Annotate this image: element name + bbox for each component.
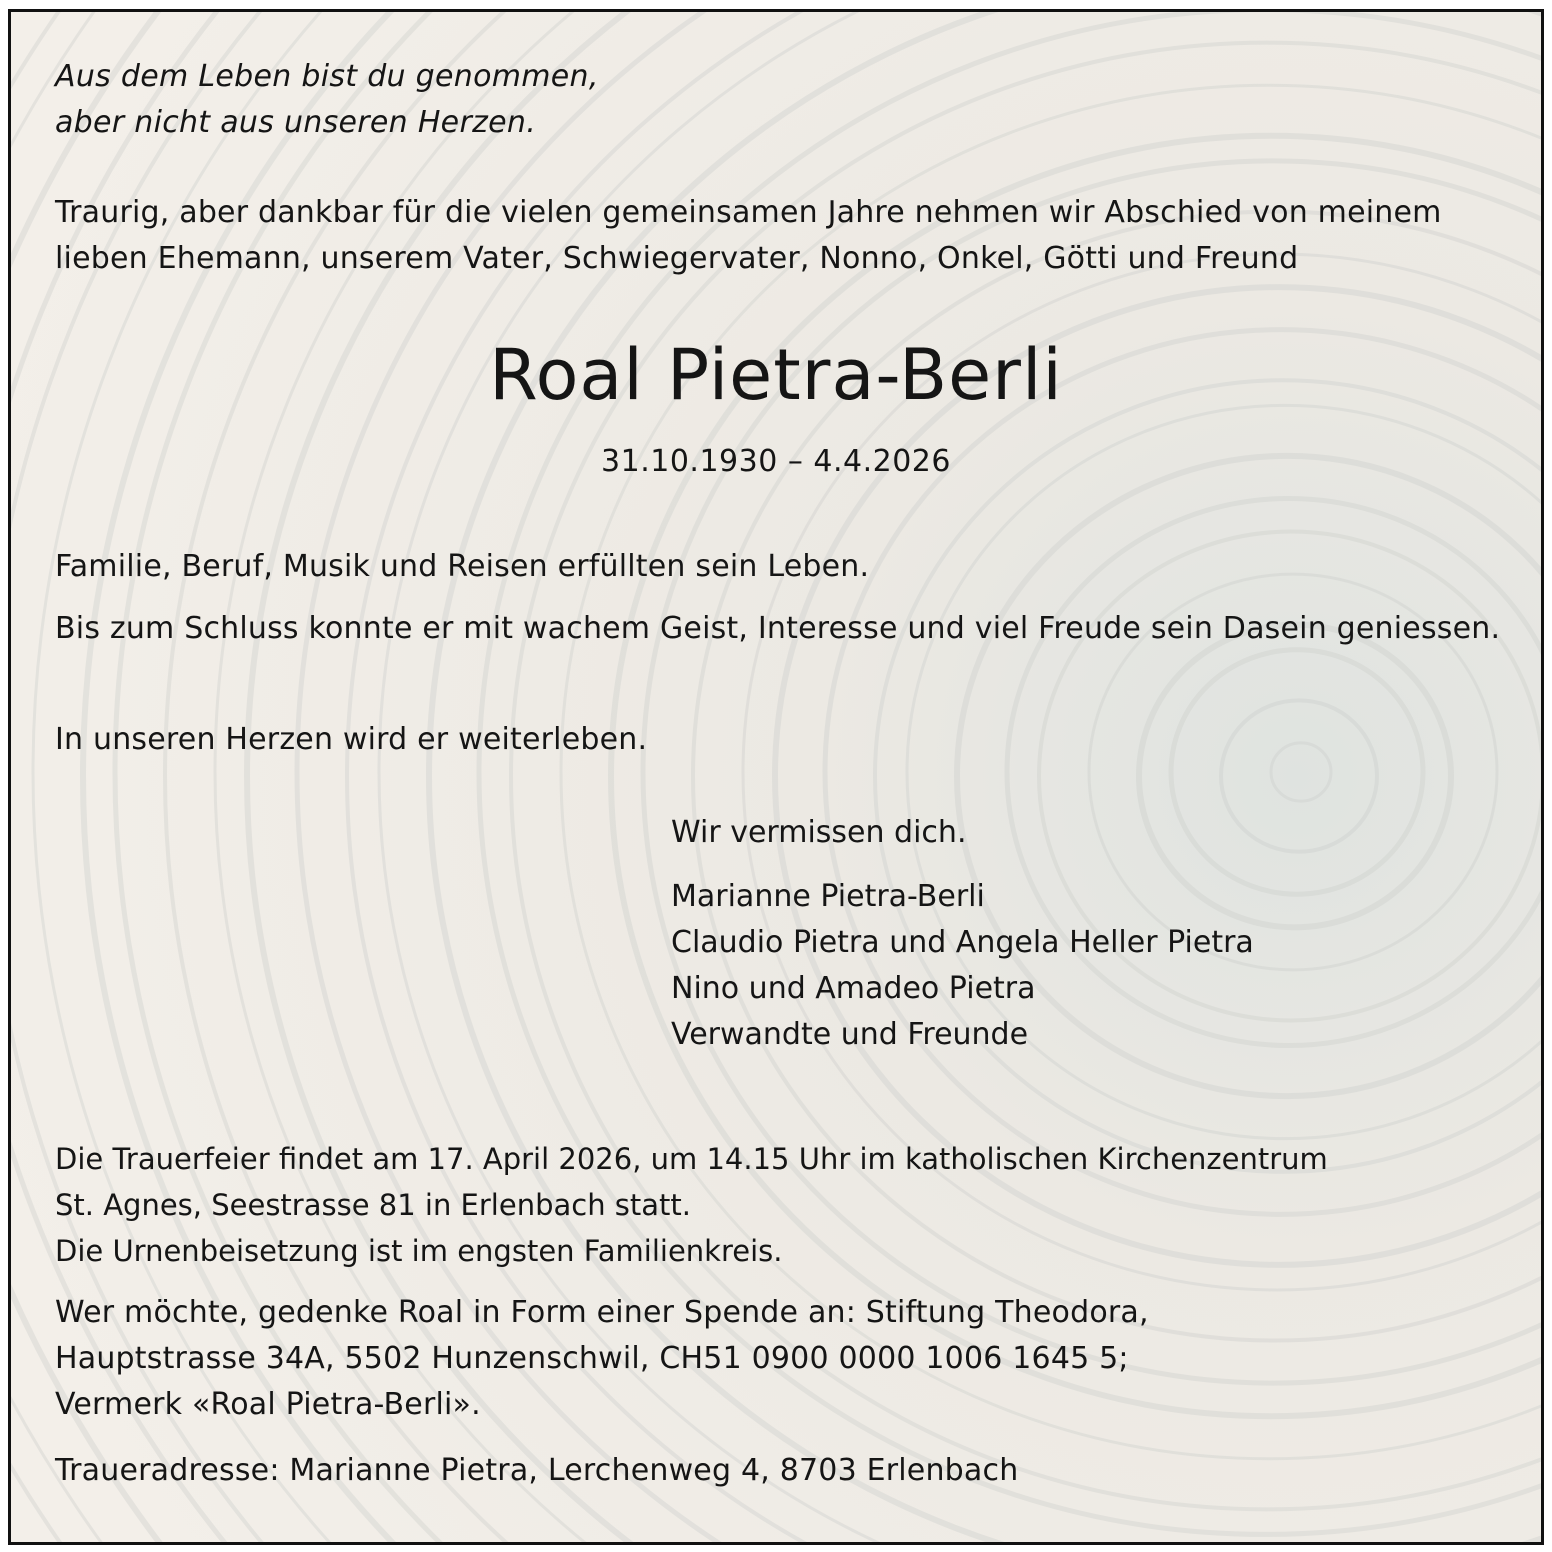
obituary-content: [11, 12, 1541, 1542]
ceremony-info: [55, 1136, 1505, 1274]
quote-line: aber nicht aus unseren Herzen.: [55, 105, 537, 140]
mourner-name: Claudio Pietra und Angela Heller Pietra: [671, 925, 1254, 960]
mourner-name: Verwandte und Freunde: [671, 1017, 1029, 1052]
donation-line: Hauptstrasse 34A, 5502 Hunzenschwil, CH51 0900 0000 1006 1645 5;: [55, 1341, 1129, 1376]
life-dates: 31.10.1930 – 4.4.2026: [601, 444, 951, 479]
mourner-name: Marianne Pietra-Berli: [671, 879, 985, 914]
mourner-name: Nino und Amadeo Pietra: [671, 971, 1036, 1006]
donation-info: [55, 1290, 1505, 1428]
body-paragraph: Bis zum Schluss konnte er mit wachem Geist, Interesse und viel Freude sein Dasein geniessen.: [55, 611, 1501, 646]
opening-quote: [55, 54, 599, 146]
intro-paragraph: Traurig, aber dankbar für die vielen gemeinsamen Jahre nehmen wir Abschied von meinem lieben Ehemann, unserem Vater, Schwiegervater, Nonno, Onkel, Götti und Freund: [55, 195, 1442, 276]
mourning-address: Traueradresse: Marianne Pietra, Lerchenweg 4, 8703 Erlenbach: [55, 1453, 1019, 1488]
farewell-line: Wir vermissen dich.: [671, 815, 967, 850]
obituary-card: [8, 9, 1544, 1545]
quote-line: Aus dem Leben bist du genommen,: [55, 59, 599, 94]
ceremony-line: Die Trauerfeier findet am 17. April 2026, um 14.15 Uhr im katholischen Kirchenzentrum: [55, 1142, 1328, 1176]
ceremony-line: St. Agnes, Seestrasse 81 in Erlenbach statt.: [55, 1188, 692, 1222]
body-paragraph: In unseren Herzen wird er weiterleben.: [55, 722, 648, 757]
ceremony-line: Die Urnenbeisetzung ist im engsten Familienkreis.: [55, 1234, 783, 1268]
deceased-name: Roal Pietra-Berli: [489, 334, 1063, 416]
donation-line: Wer möchte, gedenke Roal in Form einer Spende an: Stiftung Theodora,: [55, 1295, 1149, 1330]
donation-line: Vermerk «Roal Pietra-Berli».: [55, 1387, 481, 1422]
mourners-list: [671, 874, 1254, 1058]
body-paragraph: Familie, Beruf, Musik und Reisen erfüllten sein Leben.: [55, 549, 870, 584]
